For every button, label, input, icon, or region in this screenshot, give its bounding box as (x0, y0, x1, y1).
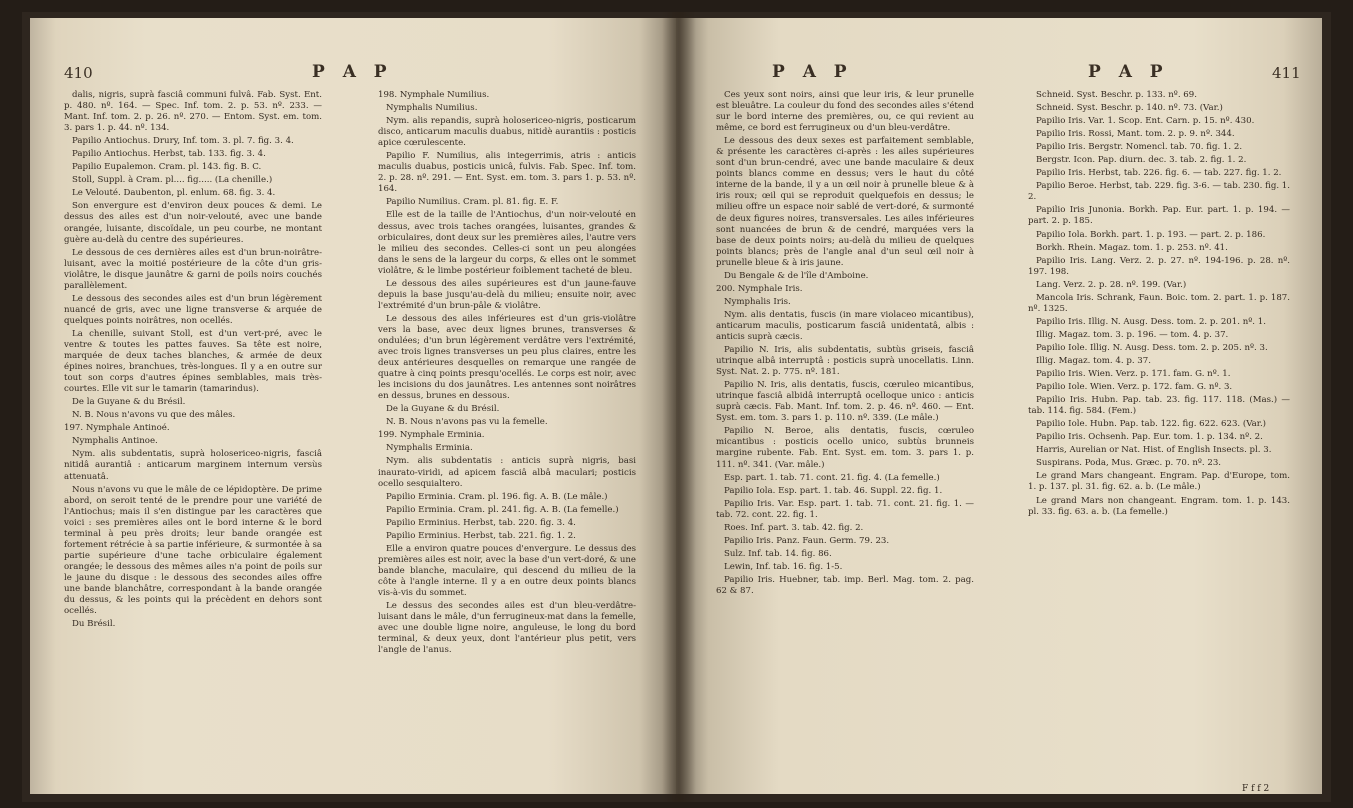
paragraph: Nym. alis dentatis, fuscis (in mare violaceo micantibus), anticarum maculis, posticarum fasciâ unidentatâ, albis : anticis suprà cæcis. (716, 309, 974, 342)
right-page (676, 18, 1322, 794)
paragraph: Papilio Beroe. Herbst, tab. 229. fig. 3-6. — tab. 230. fig. 1. 2. (1028, 181, 1290, 203)
left-column-1 (64, 90, 322, 632)
page-number-right: 411 (1272, 64, 1301, 82)
paragraph: De la Guyane & du Brésil. (386, 404, 500, 415)
paragraph: Le Velouté. Daubenton, pl. enlum. 68. fig. 3. 4. (72, 188, 276, 199)
paragraph: Papilio Iris. Rossi, Mant. tom. 2. p. 9. nº. 344. (1036, 129, 1235, 140)
paragraph: Le dessous des deux sexes est parfaitement semblable, & présente les caractères ci-après : les ailes supérieures sont d'un brun-cendré, avec une bande maculaire & deux points blancs comme en dessus; vers le haut du côté interne de la bande, il y a un œil noir à prunelle bleue & à iris roux; œil qui se reproduit quelquefois en dessus; le milieu offre un espace noir sablé de vert-doré, & surmonté de deux figures noires, transversales. Les ailes inférieures sont nuancées de brun & de cendré, marquées vers la base de deux points noirs; au-delà du milieu de quelques points blancs; près de l'angle anal d'un seul œil noir à prunelle bleue & à iris jaune. (716, 136, 974, 268)
paragraph: Nym. alis subdentatis : anticis suprà nigris, basi inaurato-viridi, ad apicem fasciâ albâ maculari; posticis ocello sesquialtero. (378, 456, 636, 489)
paragraph: Papilio Erminia. Cram. pl. 196. fig. A. B. (Le mâle.) (386, 491, 608, 502)
paragraph: Mancola Iris. Schrank, Faun. Boic. tom. 2. part. 1. p. 187. nº. 1325. (1028, 292, 1290, 314)
paragraph: Le grand Mars non changeant. Engram. tom. 1. p. 143. pl. 33. fig. 63. a. b. (La femelle.) (1028, 495, 1290, 517)
paragraph: Papilio Iris. Huebner, tab. imp. Berl. Mag. tom. 2. pag. 62 & 87. (716, 574, 974, 596)
left-page (30, 18, 678, 794)
paragraph: Papilio Iris. Var. 1. Scop. Ent. Carn. p. 15. nº. 430. (1036, 116, 1255, 127)
paragraph: Papilio N. Iris, alis subdentatis, subtùs griseis, fasciâ utrinque albâ interruptâ : posticis suprà unocellatis. Linn. Syst. Nat. 2. p. 775. nº. 181. (716, 345, 974, 378)
paragraph: Elle a environ quatre pouces d'envergure. Le dessus des premières ailes est noir, avec la base d'un vert-doré, & une bande blanche, maculaire, qui descend du milieu de la côte à l'angle interne. Il y a en outre deux points blancs vis-à-vis du sommet. (378, 543, 636, 598)
paragraph: Le dessous de ces dernières ailes est d'un brun-noirâtre-luisant, avec la moitié postérieure de la côte d'un gris-violâtre, le disque jaunâtre & garni de poils noirs couchés parallèlement. (64, 247, 322, 291)
paragraph: N. B. Nous n'avons pas vu la femelle. (386, 417, 548, 428)
paragraph: Papilio Iola. Borkh. part. 1. p. 193. — part. 2. p. 186. (1036, 229, 1266, 240)
paragraph: Papilio Iola. Esp. part. 1. tab. 46. Suppl. 22. fig. 1. (724, 485, 943, 496)
paragraph: Le grand Mars changeant. Engram. Pap. d'Europe, tom. 1. p. 137. pl. 31. fig. 62. a. b. (Le mâle.) (1028, 471, 1290, 493)
left-column-2 (378, 90, 636, 658)
paragraph: Papilio Iris. Bergstr. Nomencl. tab. 70. fig. 1. 2. (1036, 142, 1243, 153)
paragraph: Stoll, Suppl. à Cram. pl.... fig..... (La chenille.) (72, 175, 273, 186)
paragraph: Roes. Inf. part. 3. tab. 42. fig. 2. (724, 522, 864, 533)
page-number-left: 410 (64, 64, 93, 82)
paragraph: Papilio Iole. Wien. Verz. p. 172. fam. G. nº. 3. (1036, 382, 1233, 393)
paragraph: De la Guyane & du Brésil. (72, 397, 186, 408)
paragraph: Nym. alis subdentatis, suprà holosericeo-nigris, fasciâ nitidâ aurantiâ : anticarum marginem internum versùs attenuatâ. (64, 449, 322, 482)
paragraph: La chenille, suivant Stoll, est d'un vert-pré, avec le ventre & toutes les pattes fauves. Sa tête est noire, marquée de deux taches blanches, & armée de deux épines noires, branchues, très-longues. Il y a en outre sur tout son corps d'autres épines semblables, mais très-courtes. Elle vit sur le tamarin (tamarindus). (64, 328, 322, 395)
paragraph: Nymphalis Numilius. (386, 103, 478, 114)
paragraph: Papilio Iris. Panz. Faun. Germ. 79. 23. (724, 535, 890, 546)
paragraph: Papilio Numilius. Cram. pl. 81. fig. E. F. (386, 197, 559, 208)
paragraph: Papilio N. Beroe, alis dentatis, fuscis, cœruleo micantibus : posticis ocello unico, subtùs brunneis margine rubente. Fab. Ent. Syst. em. tom. 3. pars 1. p. 111. nº. 341. (Var. mâle.) (716, 426, 974, 470)
right-column-2 (1028, 90, 1290, 520)
paragraph: Papilio Iris. Hubn. Pap. tab. 23. fig. 117. 118. (Mas.) — tab. 114. fig. 584. (Fem.) (1028, 395, 1290, 417)
paragraph: Papilio Erminius. Herbst, tab. 221. fig. 1. 2. (386, 530, 576, 541)
running-header-left: P A P (312, 62, 393, 82)
paragraph: Le dessous des secondes ailes est d'un brun légèrement nuancé de gris, avec une ligne transverse & arquée de quelques points noirâtres, non ocellés. (64, 293, 322, 326)
book-spread (22, 12, 1331, 802)
paragraph: Papilio Iris. Wien. Verz. p. 171. fam. G. nº. 1. (1036, 369, 1231, 380)
paragraph: Papilio Iris Junonia. Borkh. Pap. Eur. part. 1. p. 194. — part. 2. p. 185. (1028, 205, 1290, 227)
paragraph: Son envergure est d'environ deux pouces & demi. Le dessus des ailes est d'un noir-velouté, avec une bande orangée, luisante, discoïdale, un peu courbe, ne montant guère au-delà du centre des supérieures. (64, 201, 322, 245)
signature-mark: F f f 2 (1242, 784, 1270, 794)
paragraph: Du Brésil. (72, 619, 116, 630)
paragraph: Nymphalis Iris. (724, 296, 791, 307)
paragraph: Papilio Erminius. Herbst, tab. 220. fig. 3. 4. (386, 517, 576, 528)
paragraph: Elle est de la taille de l'Antiochus, d'un noir-velouté en dessus, avec trois taches orangées, luisantes, grandes & orbiculaires, dont deux sur les premières ailes, l'autre vers le milieu des secondes. Celles-ci sont un peu alongées dans le sens de la largeur du corps, & elles ont le sommet violâtre, & le limbe postérieur foiblement tacheté de bleu. (378, 210, 636, 276)
paragraph: Papilio N. Iris, alis dentatis, fuscis, cœruleo micantibus, utrinque fasciâ albidâ interruptâ ocelloque unico : anticis suprà cæcis. Fab. Mant. Inf. tom. 2. p. 46. nº. 460. — Ent. Syst. em. tom. 3. pars 1. p. 110. nº. 339. (Le mâle.) (716, 380, 974, 424)
paragraph: Illig. Magaz. tom. 3. p. 196. — tom. 4. p. 37. (1036, 329, 1229, 340)
paragraph: Le dessous des ailes inférieures est d'un gris-violâtre vers la base, avec deux lignes brunes, transverses & ondulées; d'un brun légèrement verdâtre vers l'extrémité, avec trois lignes transverses un peu plus claires, entre les deux antérieures desquelles on remarque une rangée de quatre à cinq points presqu'ocellés. Le corps est noir, avec les incisions du dos jaunâtres. Les antennes sont noirâtres en dessus, brunes en dessous. (378, 313, 636, 402)
paragraph: N. B. Nous n'avons vu que des mâles. (72, 410, 236, 421)
paragraph: Nous n'avons vu que le mâle de ce lépidoptère. De prime abord, on seroit tenté de le prendre pour une variété de l'Antiochus; mais il s'en distingue par les caractères que voici : ses premières ailes ont le bord interne & le bord terminal à peu près droits; leur bande orangée est fortement rétrécie à sa partie inférieure, & surmontée à sa partie supérieure d'une tache orbiculaire également orangée; le dessous des mêmes ailes n'a point de poils sur le jaune du disque : le dessous des secondes ailes offre une bande blanchâtre, correspondant à la bande orangée du dessus, & les points qui la précèdent en dehors sont ocellés. (64, 484, 322, 617)
paragraph: 199. Nymphale Erminia. (378, 430, 485, 441)
paragraph: 197. Nymphale Antinoé. (64, 423, 170, 434)
paragraph: dalis, nigris, suprà fasciâ communi fulvâ. Fab. Syst. Ent. p. 480. nº. 164. — Spec. Inf. tom. 2. p. 53. nº. 233. — Mant. Inf. tom. 2. p. 26. nº. 270. — Entom. Syst. em. tom. 3. pars 1. p. 44. nº. 134. (64, 90, 322, 134)
paragraph: Nymphalis Erminia. (386, 443, 473, 454)
paragraph: Sulz. Inf. tab. 14. fig. 86. (724, 548, 832, 559)
running-header-right: P A P (772, 62, 853, 82)
paragraph: Papilio Iris. Illig. N. Ausg. Dess. tom. 2. p. 201. nº. 1. (1036, 316, 1266, 327)
paragraph: Nymphalis Antinoe. (72, 436, 158, 447)
paragraph: Le dessus des secondes ailes est d'un bleu-verdâtre-luisant dans le mâle, d'un ferrugineux-mat dans la femelle, avec une double ligne noire, anguleuse, le long du bord terminal, & deux yeux, dont l'antérieur plus petit, vers l'angle de l'anus. (378, 601, 636, 656)
paragraph: Papilio Iris. Var. Esp. part. 1. tab. 71. cont. 21. fig. 1. — tab. 72. cont. 22. fig. 1. (716, 498, 974, 520)
paragraph: Papilio Iris. Lang. Verz. 2. p. 27. nº. 194-196. p. 28. nº. 197. 198. (1028, 255, 1290, 277)
paragraph: Le dessous des ailes supérieures est d'un jaune-fauve depuis la base jusqu'au-delà du milieu; ensuite noir, avec l'extrémité d'un brun-pâle & violâtre. (378, 278, 636, 311)
paragraph: Papilio Iole. Illig. N. Ausg. Dess. tom. 2. p. 205. nº. 3. (1036, 342, 1268, 353)
paragraph: Papilio Iris. Ochsenh. Pap. Eur. tom. 1. p. 134. nº. 2. (1036, 432, 1263, 443)
paragraph: Bergstr. Icon. Pap. diurn. dec. 3. tab. 2. fig. 1. 2. (1036, 155, 1247, 166)
paragraph: Du Bengale & de l'île d'Amboine. (724, 270, 869, 281)
paragraph: Borkh. Rhein. Magaz. tom. 1. p. 253. nº. 41. (1036, 242, 1228, 253)
paragraph: 198. Nymphale Numilius. (378, 90, 490, 100)
paragraph: Papilio Eupalemon. Cram. pl. 143. fig. B. C. (72, 162, 262, 173)
paragraph: Lang. Verz. 2. p. 28. nº. 199. (Var.) (1036, 279, 1187, 290)
paragraph: Illig. Magaz. tom. 4. p. 37. (1036, 355, 1151, 366)
paragraph: Esp. part. 1. tab. 71. cont. 21. fig. 4. (La femelle.) (724, 472, 940, 483)
paragraph: Suspirans. Poda, Mus. Græc. p. 70. nº. 23. (1036, 458, 1222, 469)
paragraph: Papilio Antiochus. Drury, Inf. tom. 3. pl. 7. fig. 3. 4. (72, 136, 294, 147)
paragraph: Papilio Erminia. Cram. pl. 241. fig. A. B. (La femelle.) (386, 504, 619, 515)
paragraph: Nym. alis repandis, suprà holosericeo-nigris, posticarum disco, anticarum maculis duabus, nitidè aurantiis : posticis apice cœrulescente. (378, 116, 636, 149)
paragraph: Papilio Iris. Herbst, tab. 226. fig. 6. — tab. 227. fig. 1. 2. (1036, 168, 1282, 179)
paragraph: Papilio F. Numilius, alis integerrimis, atris : anticis maculis duabus, posticis unicâ, fulvis. Fab. Spec. Inf. tom. 2. p. 28. nº. 291. — Ent. Syst. em. tom. 3. pars 1. p. 53. nº. 164. (378, 151, 636, 195)
running-header-right-2: P A P (1088, 62, 1169, 82)
paragraph: Ces yeux sont noirs, ainsi que leur iris, & leur prunelle est bleuâtre. La couleur du fond des secondes ailes s'étend sur le bord interne des premières, ou, ce qui revient au même, ce bord est ferrugineux ou d'un bleu-verdâtre. (716, 90, 974, 134)
paragraph: Harris, Aurelian or Nat. Hist. of English Insects. pl. 3. (1036, 445, 1272, 456)
paragraph: Papilio Iole. Hubn. Pap. tab. 122. fig. 622. 623. (Var.) (1036, 419, 1267, 430)
paragraph: Papilio Antiochus. Herbst, tab. 133. fig. 3. 4. (72, 149, 266, 160)
paragraph: Schneid. Syst. Beschr. p. 133. nº. 69. (1036, 90, 1197, 100)
paragraph: Lewin, Inf. tab. 16. fig. 1-5. (724, 561, 843, 572)
paragraph: 200. Nymphale Iris. (716, 283, 803, 294)
paragraph: Schneid. Syst. Beschr. p. 140. nº. 73. (Var.) (1036, 103, 1223, 114)
right-column-1 (716, 90, 974, 599)
